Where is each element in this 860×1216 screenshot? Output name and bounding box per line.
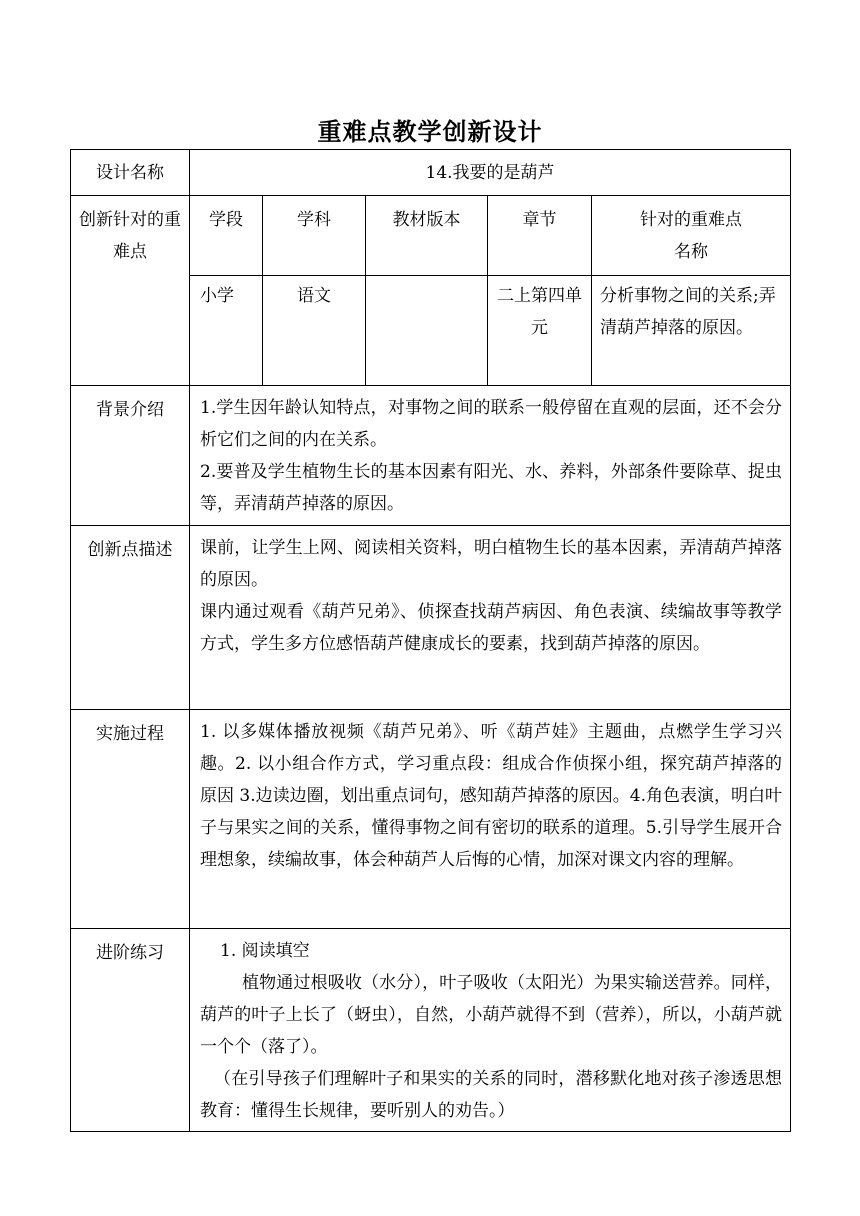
practice-passage: 植物通过根吸收（水分），叶子吸收（太阳光）为果实输送营养。同样，葫芦的叶子上长了（蚜虫），自然，小葫芦就得不到（营养），所以，小葫芦就一个个（落了）。 [200,973,783,1057]
page-title: 重难点教学创新设计 [317,117,543,146]
value-edition [366,276,488,386]
header-stage: 学段 [190,196,263,276]
background-row [71,386,791,526]
design-table [70,149,791,1132]
value-chapter [488,276,592,386]
practice-content [190,929,791,1132]
practice-label: 进阶练习 [71,929,190,1132]
innovation-paragraph-1: 课前，让学生上网、阅读相关资料，明白植物生长的基本因素，弄清葫芦掉落的原因。 [200,538,783,590]
value-focus-name: 分析事物之间的关系;弄清葫芦掉落的原因。 [592,276,791,386]
value-subject: 语文 [263,276,366,386]
value-chapter-text: 二上第四单元 [497,286,582,338]
innovation-label: 创新点描述 [71,526,190,710]
innovation-row [71,526,791,710]
focus-label-text: 创新针对的重难点 [79,210,181,262]
background-paragraph-1: 1.学生因年龄认知特点，对事物之间的联系一般停留在直观的层面，还不会分析它们之间的内在关系。 [200,398,783,450]
background-paragraph-2: 2.要普及学生植物生长的基本因素有阳光、水、养料，外部条件要除草、捉虫等，弄清葫芦掉落的原因。 [200,462,783,514]
process-row [71,710,791,929]
header-focus-name [592,196,791,276]
header-chapter: 章节 [488,196,592,276]
innovation-paragraph-2: 课内通过观看《葫芦兄弟》、侦探查找葫芦病因、角色表演、续编故事等教学方式，学生多方位感悟葫芦健康成长的要素，找到葫芦掉落的原因。 [200,602,783,654]
design-name-row [71,150,791,196]
header-subject: 学科 [263,196,366,276]
background-content [190,386,791,526]
innovation-content [190,526,791,710]
header-edition: 教材版本 [366,196,488,276]
value-stage: 小学 [190,276,263,386]
practice-row [71,929,791,1132]
practice-note: （在引导孩子们理解叶子和果实的关系的同时，潜移默化地对孩子渗透思想教育：懂得生长规律，要听别人的劝告。） [200,1069,783,1121]
background-label: 背景介绍 [71,386,190,526]
process-label: 实施过程 [71,710,190,929]
header-focus-name-text: 针对的重难点名称 [640,210,743,262]
focus-header-row [71,196,791,276]
design-name-value: 14.我要的是葫芦 [190,150,791,196]
focus-label [71,196,190,386]
process-text: 1. 以多媒体播放视频《葫芦兄弟》、听《葫芦娃》主题曲，点燃学生学习兴趣。2. 以小组合作方式，学习重点段：组成合作侦探小组，探究葫芦掉落的原因 3.边读边圈，划出重点词句，感知葫芦掉落的原因。4.角色表演，明白叶子与果实之间的关系，懂得事物之间有密切的联系的道理。5.引导学生展开合理想象，续编故事，体会种葫芦人后悔的心情，加深对课文内容的理解。 [200,722,783,870]
process-content [190,710,791,929]
practice-heading: 1. 阅读填空 [220,941,310,961]
design-name-label: 设计名称 [71,150,190,196]
